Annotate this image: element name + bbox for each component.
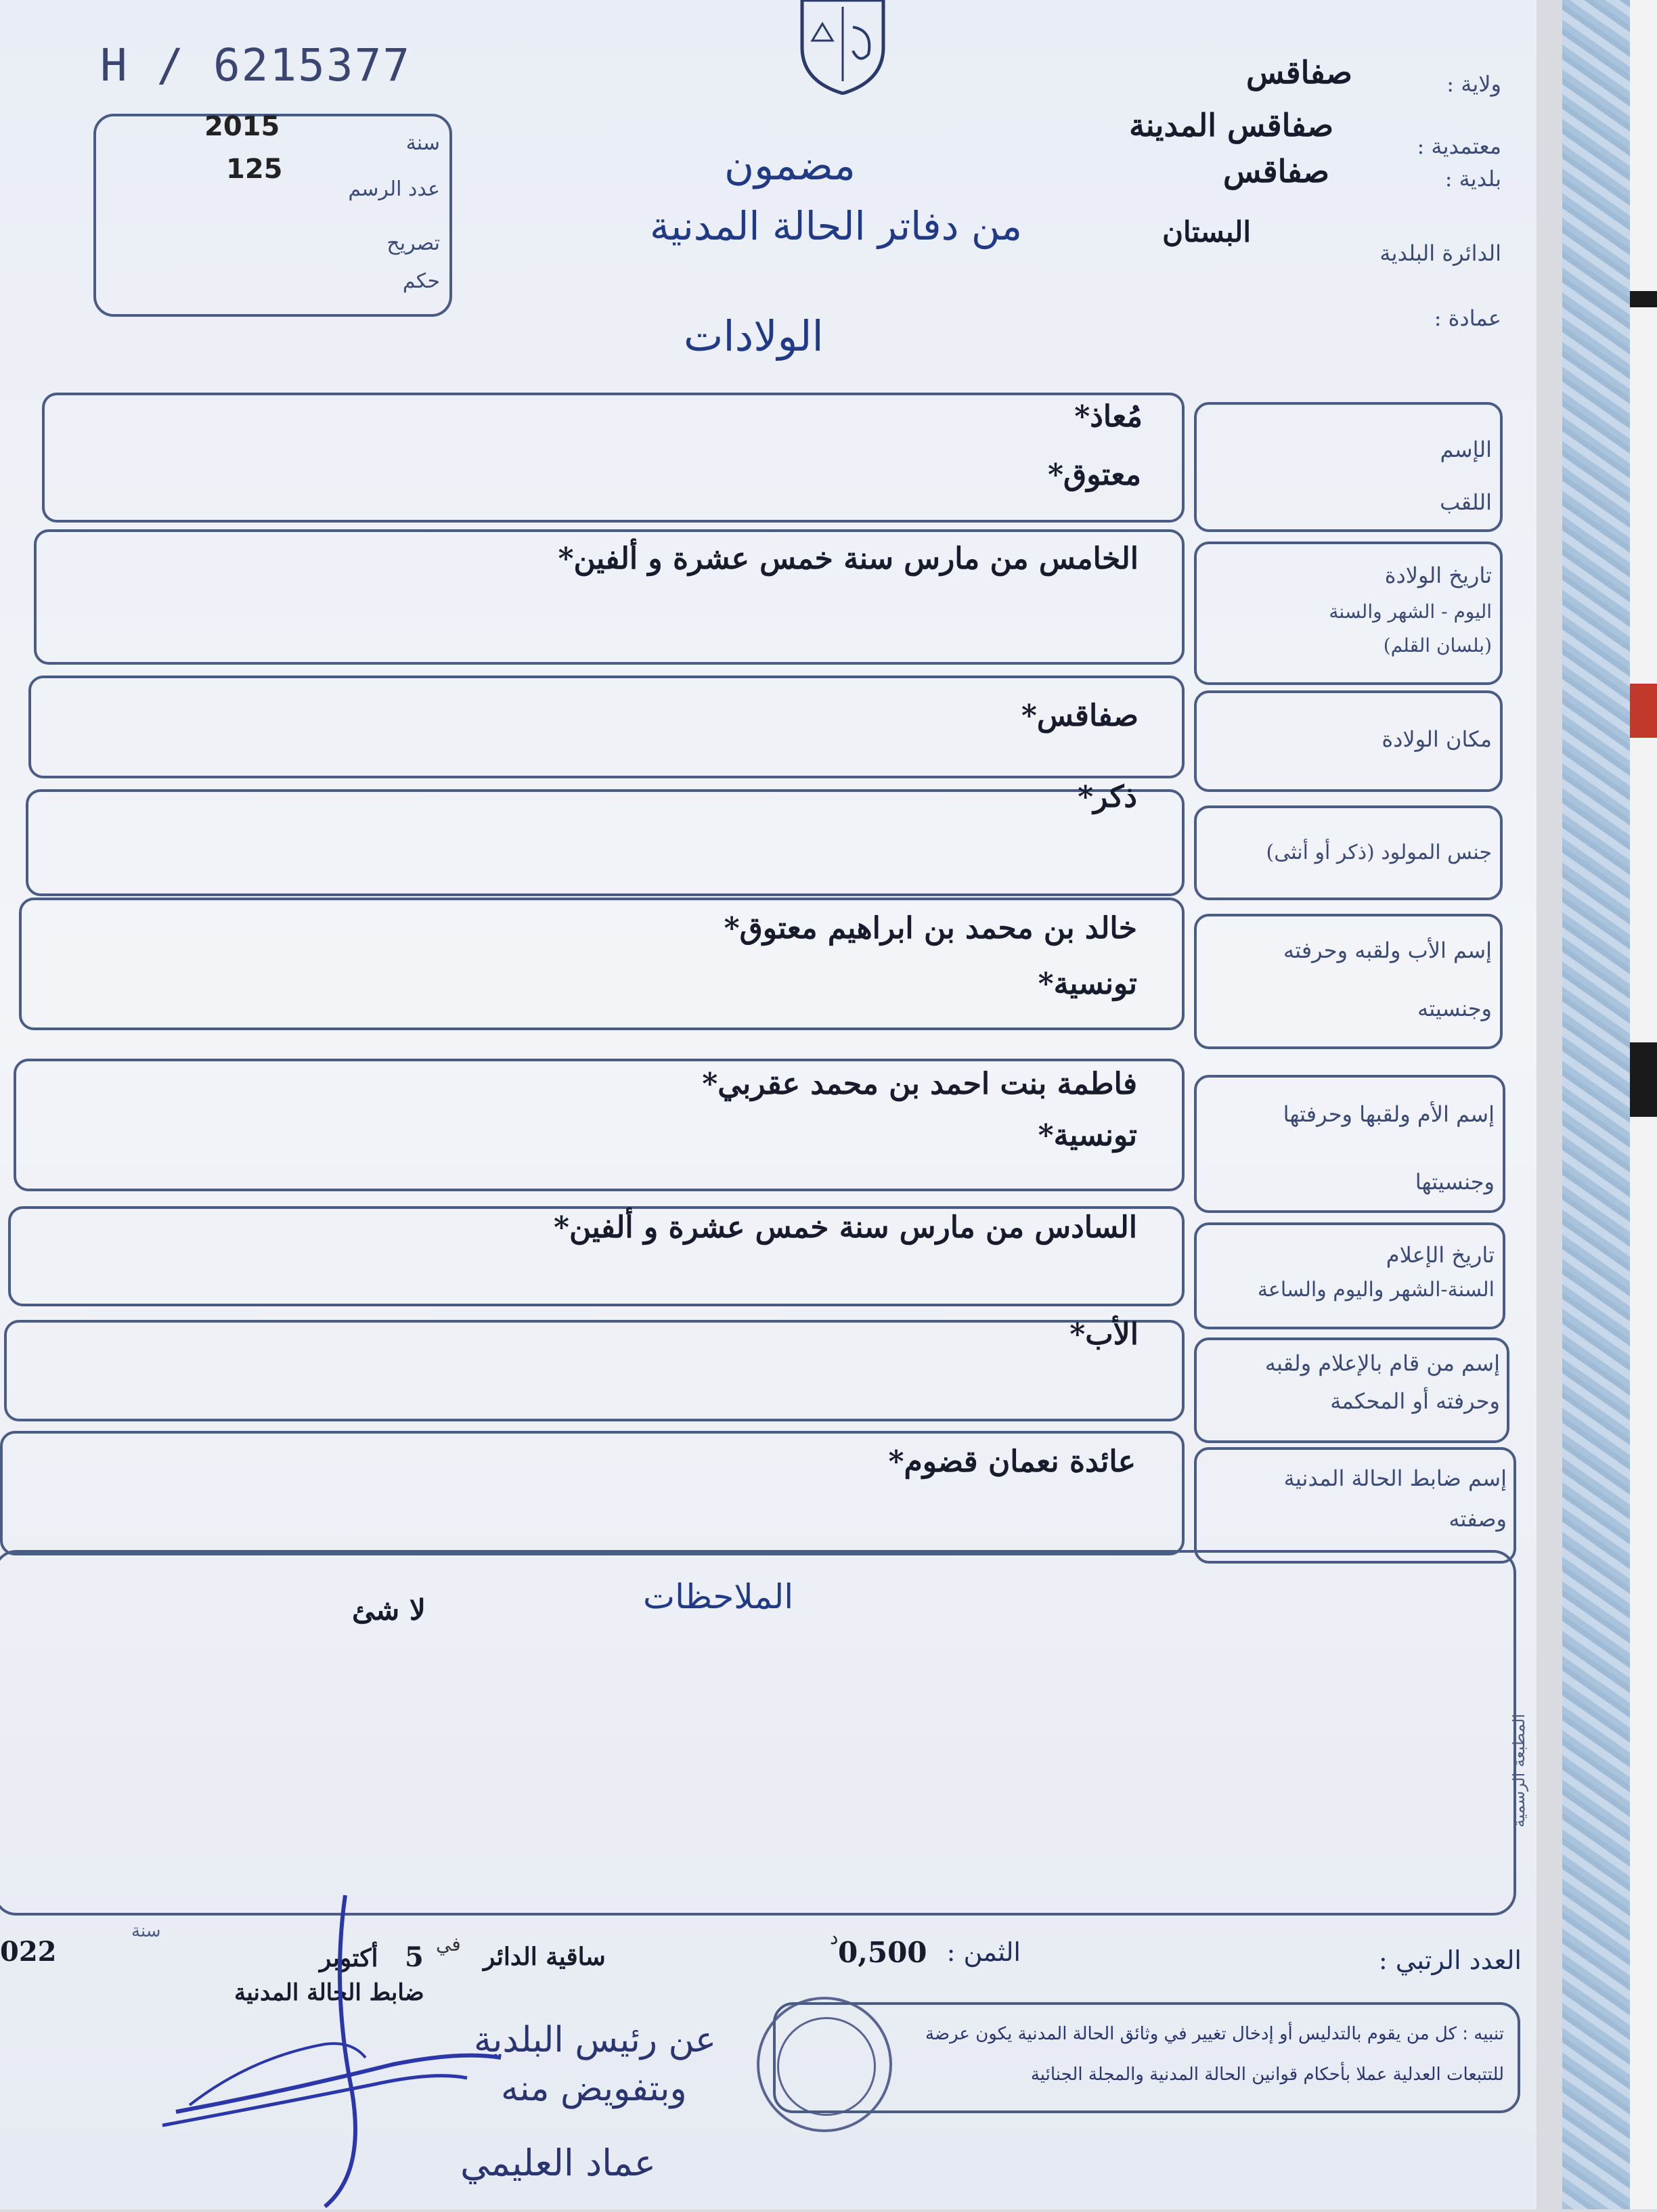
background-stripe	[1630, 291, 1657, 307]
state-emblem	[789, 0, 897, 95]
signatory-line1: عن رئيس البلدية	[474, 2020, 717, 2060]
baladia-value: صفاقس	[1223, 153, 1329, 190]
registration-label-declaration: تصريح	[386, 231, 440, 255]
label-birth-date-format: اليوم - الشهر والسنة	[1329, 600, 1492, 623]
registration-label-fee: عدد الرسم	[348, 177, 440, 201]
value-father-name: خالد بن محمد بن ابراهيم معتوق*	[724, 911, 1137, 946]
registration-year: 2015	[204, 111, 280, 142]
value-declarant: الأب*	[1069, 1317, 1139, 1352]
value-sex: ذكر*	[1078, 780, 1137, 814]
value-father-nationality: تونسية*	[1038, 967, 1137, 1001]
label-declarant: إسم من قام بالإعلام ولقبه	[1264, 1350, 1500, 1376]
printer-mark: المطبعة الرسمية	[1509, 1713, 1528, 1828]
warning-box	[773, 2002, 1520, 2113]
label-father: إسم الأب ولقبه وحرفته	[1283, 937, 1492, 963]
issue-year-label: سنة	[131, 1921, 161, 1941]
label-declaration-date: تاريخ الإعلام	[1386, 1242, 1495, 1268]
label-birth-date-words: (بلسان القلم)	[1383, 634, 1492, 657]
price-value: 0,500	[838, 1936, 927, 1969]
label-declarant-profession: وحرفته أو المحكمة	[1330, 1388, 1500, 1414]
issue-year: 022	[0, 1936, 57, 1968]
label-sex: جنس المولود (ذكر أو أنثى)	[1266, 841, 1492, 864]
value-mother-name: فاطمة بنت احمد بن محمد عقربي*	[702, 1067, 1137, 1101]
label-mother: إسم الأم ولقبها وحرفتها	[1283, 1101, 1495, 1127]
motamadia-label: معتمدية :	[1417, 133, 1501, 159]
registration-number: 125	[226, 154, 283, 185]
value-birth-date: الخامس من مارس سنة خمس عشرة و ألفين*	[558, 541, 1139, 576]
serial-label: العدد الرتبي :	[1378, 1945, 1522, 1975]
label-registrar: إسم ضابط الحالة المدنية	[1283, 1465, 1507, 1491]
label-birth-place: مكان الولادة	[1382, 726, 1492, 752]
background-stripe-red	[1630, 684, 1657, 738]
document-subtitle: من دفاتر الحالة المدنية	[650, 203, 1023, 249]
value-first-name: مُعاذ*	[1074, 399, 1143, 434]
label-father-nationality: وجنسيته	[1417, 996, 1492, 1021]
signatory-line2: وبتفويض منه	[501, 2069, 687, 2109]
label-surname: اللقب	[1440, 489, 1492, 515]
value-box-declarant	[4, 1320, 1185, 1421]
value-box-name	[42, 393, 1185, 523]
issue-place: ساقية الدائر	[483, 1943, 606, 1971]
value-box-birth-place	[28, 676, 1185, 778]
background-stripe	[1630, 1042, 1657, 1117]
warning-line1: تنبيه : كل من يقوم بالتدليس أو إدخال تغيير في وثائق الحالة المدنية يكون عرضة	[925, 2024, 1504, 2044]
label-declaration-date-format: السنة-الشهر واليوم والساعة	[1257, 1278, 1495, 1302]
officer-title: ضابط الحالة المدنية	[234, 1979, 424, 2006]
section-title: الولادات	[684, 311, 824, 361]
value-mother-nationality: تونسية*	[1038, 1118, 1137, 1153]
signatory-name: عماد العليمي	[460, 2142, 657, 2184]
remarks-title: الملاحظات	[643, 1577, 794, 1616]
value-box-sex	[26, 789, 1185, 896]
label-mother-nationality: وجنسيتها	[1415, 1169, 1495, 1195]
motamadia-value: صفاقس المدينة	[1129, 107, 1333, 143]
handwritten-signature	[149, 1888, 663, 2209]
label-registrar-capacity: وصفته	[1449, 1506, 1507, 1532]
value-surname: معتوق*	[1048, 458, 1141, 492]
remarks-value: لا شئ	[352, 1593, 426, 1627]
registration-label-judgment: حكم	[402, 269, 440, 293]
serial-number: H / 6215377	[100, 39, 412, 91]
value-declaration-date: السادس من مارس سنة خمس عشرة و ألفين*	[553, 1210, 1137, 1245]
registration-label-year: سنة	[405, 131, 440, 155]
value-birth-place: صفاقس*	[1021, 699, 1139, 733]
registration-box	[93, 111, 452, 317]
price-label: الثمن :	[946, 1937, 1021, 1967]
label-name: الإسم	[1440, 437, 1492, 462]
daira-value: البستان	[1162, 215, 1251, 248]
value-registrar: عائدة نعمان قضوم*	[888, 1444, 1136, 1479]
document-title: مضمون	[724, 142, 856, 190]
daira-label: الدائرة البلدية	[1379, 240, 1501, 266]
price-unit: د	[830, 1926, 839, 1949]
issue-month: أكتوبر	[319, 1944, 378, 1972]
issue-day: 5	[405, 1941, 424, 1973]
baladia-label: بلدية :	[1444, 166, 1501, 192]
warning-line2: للتتبعات العدلية عملا بأحكام قوانين الحالة المدنية والمجلة الجنائية	[1030, 2064, 1504, 2085]
label-birth-date: تاريخ الولادة	[1384, 562, 1492, 588]
omada-label: عمادة :	[1434, 305, 1501, 331]
wilaya-label: ولاية :	[1446, 71, 1501, 97]
issue-year-prefix: في	[436, 1933, 461, 1955]
wilaya-value: صفاقس	[1246, 54, 1352, 91]
